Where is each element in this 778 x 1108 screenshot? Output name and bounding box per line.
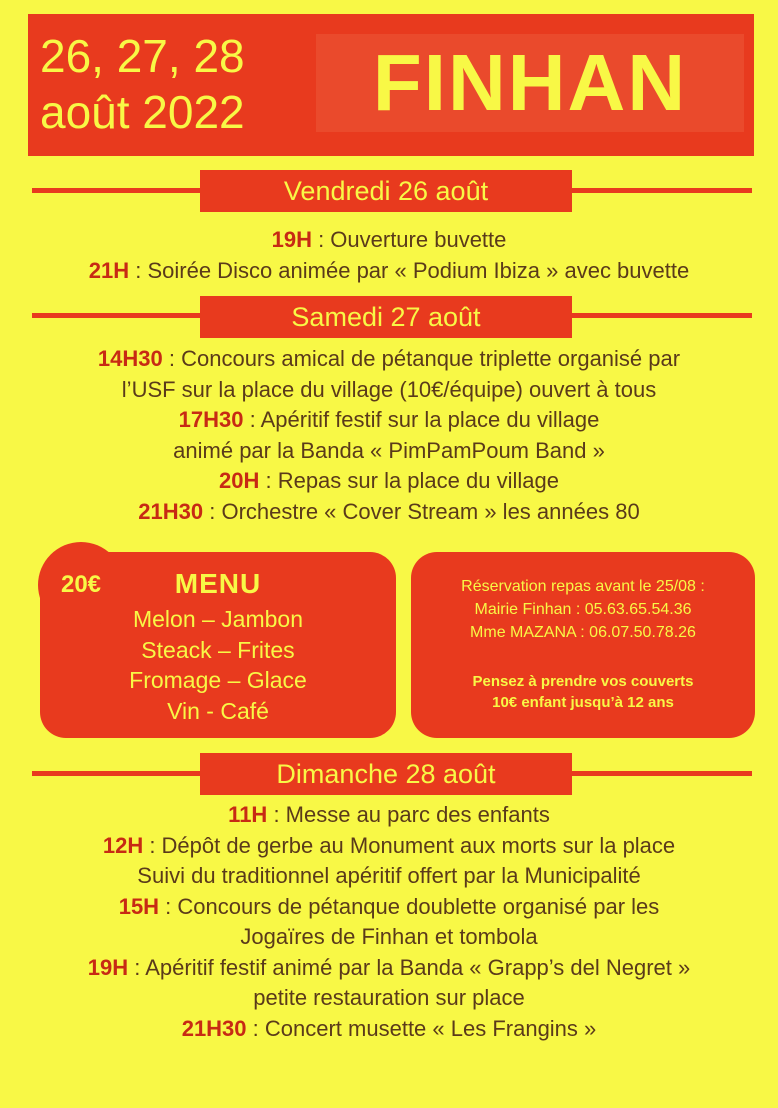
reservation-info [411, 575, 755, 644]
reservation-note: 10€ enfant jusqu’à 12 ans [492, 694, 674, 711]
event-line: 19H : Apéritif festif animé par la Banda « Grapp’s del Negret » [87, 954, 691, 980]
menu-item: Melon – Jambon [132, 606, 304, 632]
event-line: 19H : Ouverture buvette [271, 227, 507, 252]
village-title-box [316, 34, 744, 132]
menu-items [80, 604, 356, 726]
event-line: 17H30 : Apéritif festif sur la place du village [178, 407, 600, 432]
event-line: animé par la Banda « PimPamPoum Band » [173, 437, 605, 463]
event-line: 21H30 : Concert musette « Les Frangins » [181, 1015, 597, 1041]
reservation-notes [411, 671, 755, 713]
menu-item: Steack – Frites [141, 636, 295, 663]
event-line: 11H : Messe au parc des enfants [228, 802, 550, 827]
day-label-saturday: Samedi 27 août [200, 296, 572, 338]
event-line: 21H30 : Orchestre « Cover Stream » les années 80 [138, 498, 640, 524]
menu-item: Vin - Café [167, 697, 269, 724]
event-line: 15H : Concours de pétanque doublette organisé par les [118, 893, 660, 919]
event-line: 21H : Soirée Disco animée par « Podium Ibiza » avec buvette [88, 257, 690, 283]
event-line: 20H : Repas sur la place du village [219, 468, 559, 493]
event-line: Suivi du traditionnel apéritif offert par la Municipalité [137, 863, 641, 888]
reservation-line: Réservation repas avant le 25/08 : [461, 578, 705, 595]
dates-days: 26, 27, 28 [40, 30, 245, 82]
day-label-sunday: Dimanche 28 août [200, 753, 572, 795]
menu-title: MENU [174, 568, 262, 599]
event-line: l’USF sur la place du village (10€/équipe) ouvert à tous [121, 376, 657, 402]
event-line: 12H : Dépôt de gerbe au Monument aux morts sur la place [102, 832, 676, 858]
reservation-line: Mairie Finhan : 05.63.65.54.36 [474, 601, 692, 618]
menu-price-badge: 20€ [38, 542, 124, 628]
saturday-events [0, 344, 778, 527]
event-dates [40, 28, 310, 140]
day-label-friday: Vendredi 26 août [200, 170, 572, 212]
reservation-note: Pensez à prendre vos couverts [472, 673, 694, 690]
reservation-line: Mme MAZANA : 06.07.50.78.26 [470, 624, 696, 641]
village-title: FINHAN [372, 38, 688, 127]
event-line: petite restauration sur place [253, 985, 525, 1010]
friday-events [0, 225, 778, 286]
menu-item: Fromage – Glace [129, 667, 307, 693]
dates-month-year: août 2022 [40, 86, 245, 138]
event-line: Jogaïres de Finhan et tombola [240, 924, 538, 949]
event-line: 14H30 : Concours amical de pétanque triplette organisé par [97, 346, 681, 371]
sunday-events [0, 800, 778, 1044]
